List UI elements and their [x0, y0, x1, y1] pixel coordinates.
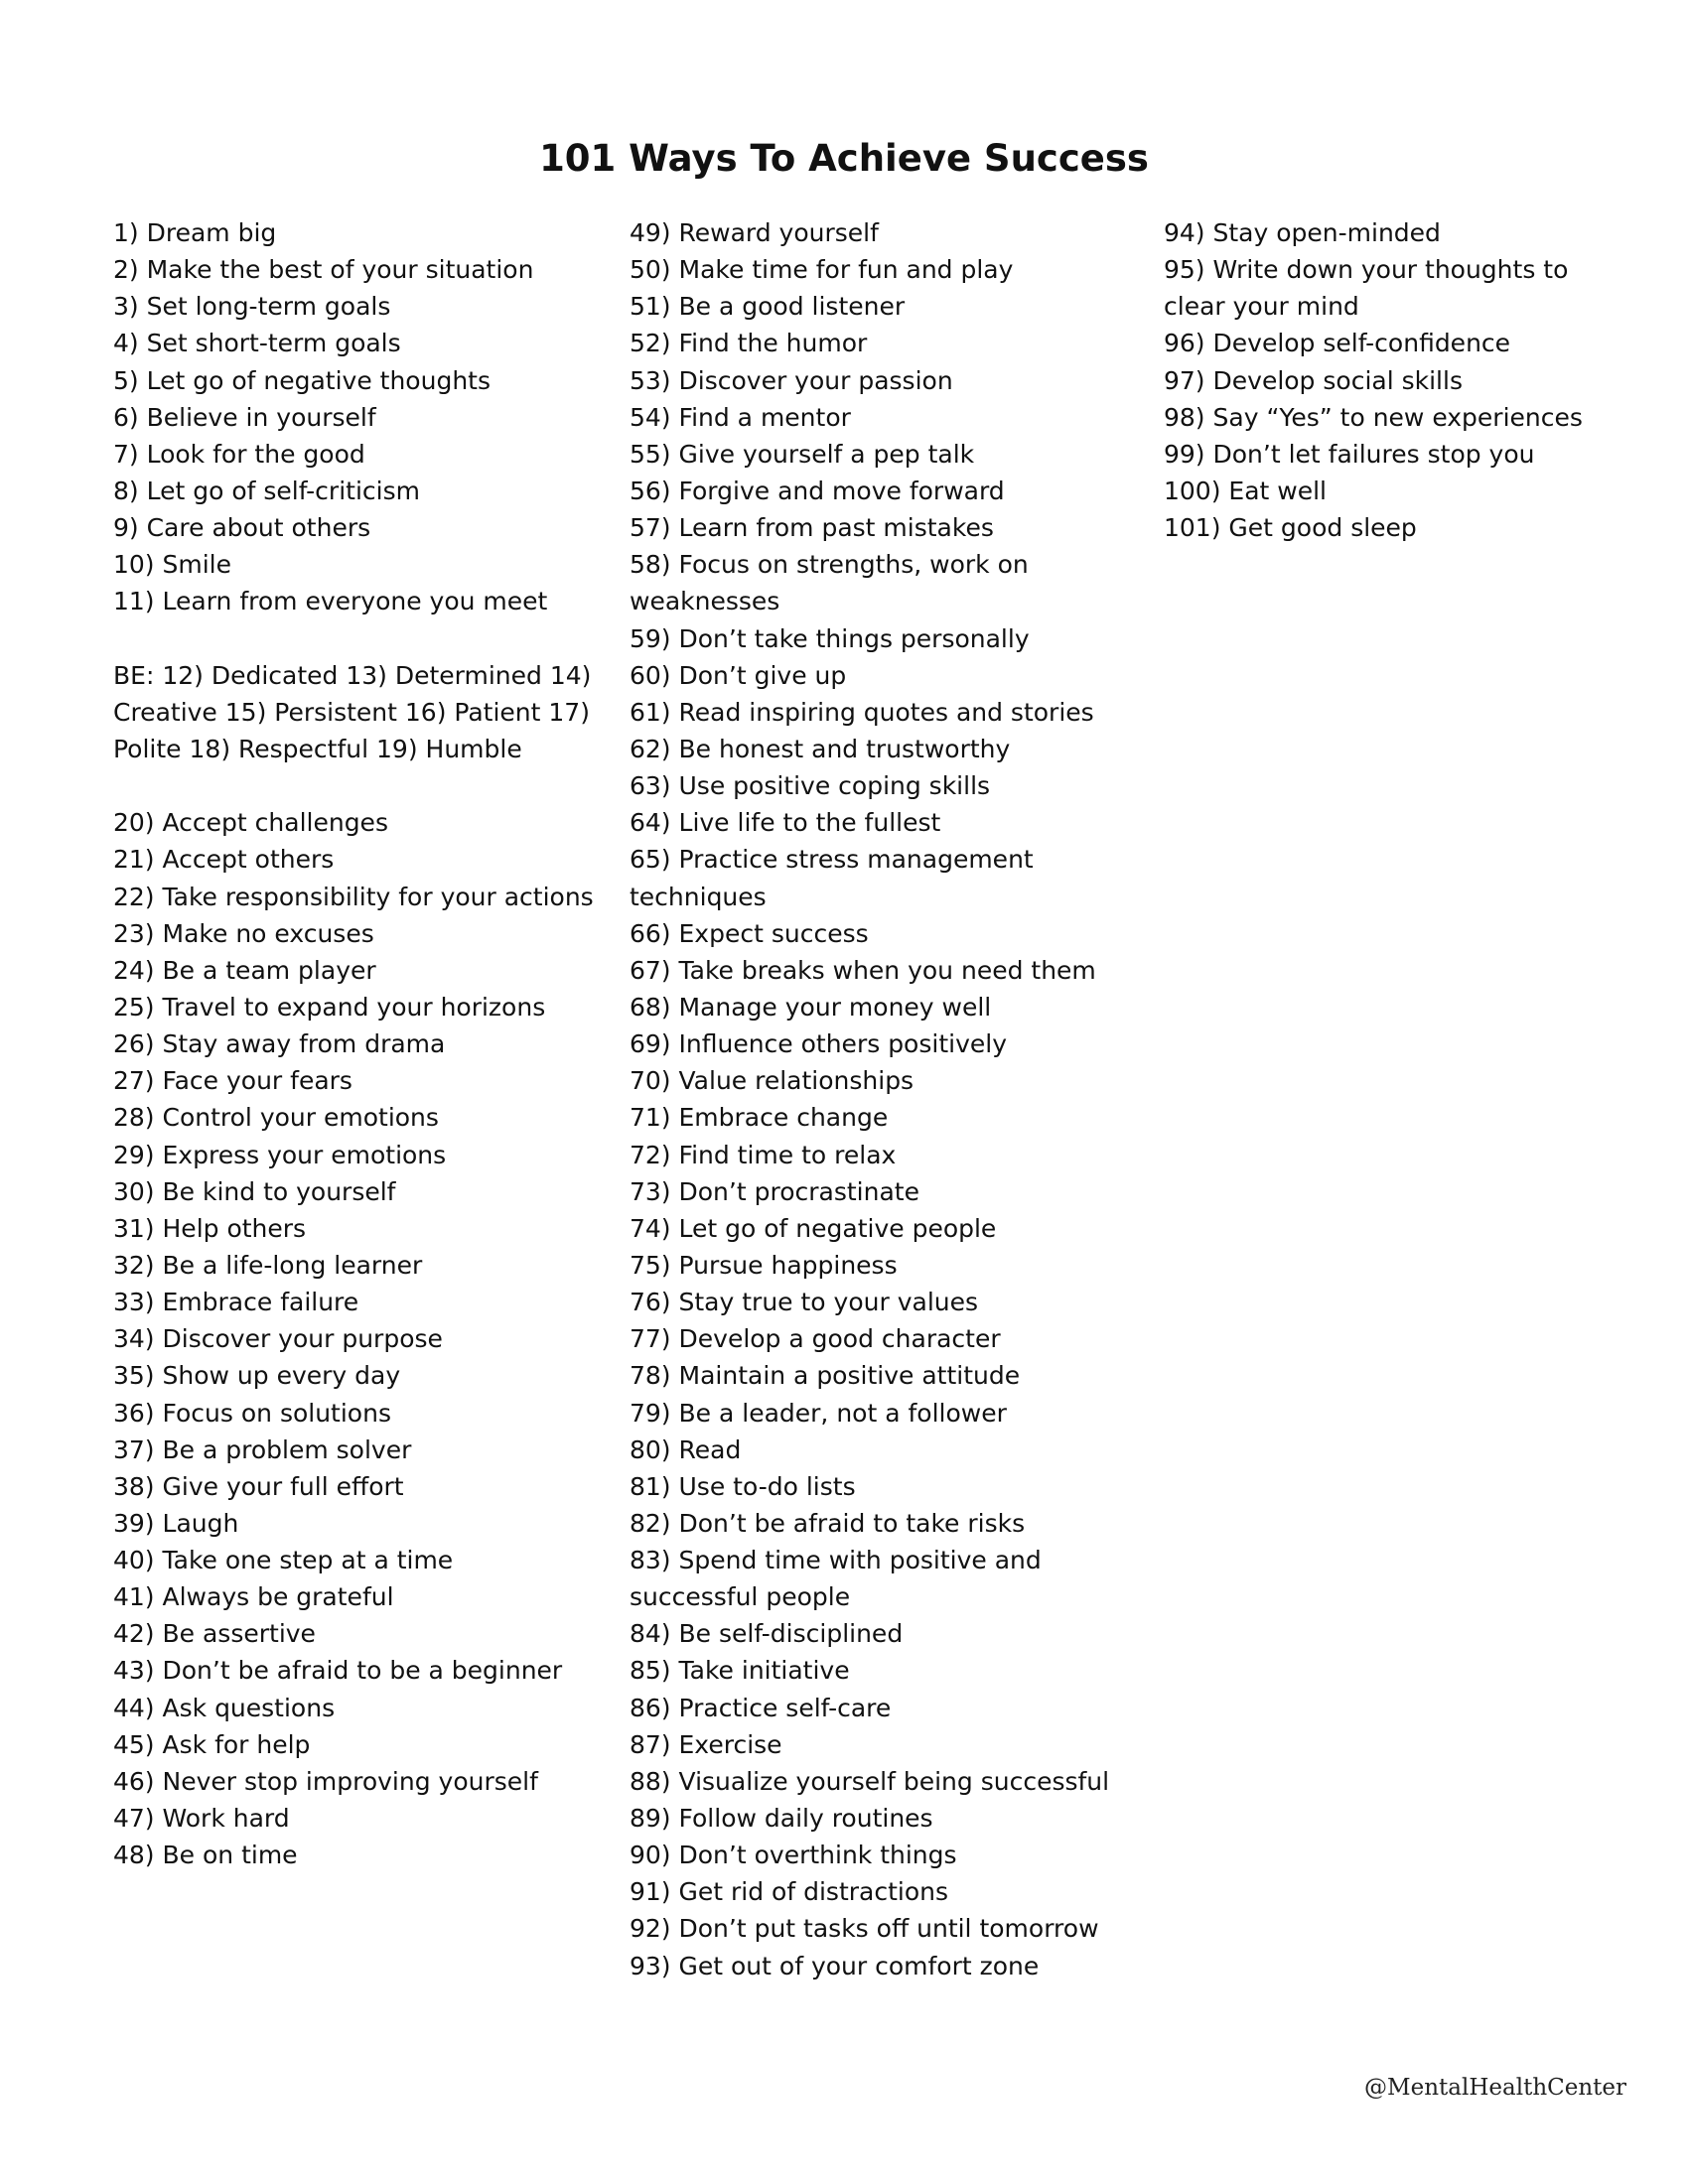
list-item: 74) Let go of negative people	[630, 1213, 997, 1243]
list-item: 40) Take one step at a time	[113, 1546, 454, 1575]
list-item: 86) Practice self-care	[630, 1693, 892, 1722]
list-item: 38) Give your full effort	[113, 1471, 404, 1501]
list-item: 34) Discover your purpose	[113, 1324, 443, 1354]
list-item: 75) Pursue happiness	[630, 1250, 898, 1280]
list-item: 43) Don’t be afraid to be a beginner	[113, 1656, 563, 1686]
list-item: 3) Set long-term goals	[113, 292, 391, 322]
list-item: 81) Use to-do lists	[630, 1471, 856, 1501]
list-item: 93) Get out of your comfort zone	[630, 1951, 1040, 1980]
list-item: 71) Embrace change	[630, 1103, 889, 1133]
list-item: 31) Help others	[113, 1213, 307, 1243]
list-item: 58) Focus on strengths, work on	[630, 550, 1029, 580]
list-item: 23) Make no excuses	[113, 918, 374, 948]
list-item: 36) Focus on solutions	[113, 1398, 391, 1428]
list-column-2	[630, 214, 1110, 1984]
list-item: 77) Develop a good character	[630, 1324, 1001, 1354]
list-item: 82) Don’t be afraid to take risks	[630, 1508, 1026, 1538]
list-item: 61) Read inspiring quotes and stories	[630, 697, 1094, 727]
list-item: clear your mind	[1164, 292, 1359, 322]
list-item: 48) Be on time	[113, 1841, 298, 1870]
list-item: Polite 18) Respectful 19) Humble	[113, 734, 522, 763]
list-item: 63) Use positive coping skills	[630, 771, 991, 801]
list-item: 64) Live life to the fullest	[630, 808, 941, 838]
list-item: 100) Eat well	[1164, 476, 1328, 505]
list-item: 98) Say “Yes” to new experiences	[1164, 402, 1583, 432]
list-item: 25) Travel to expand your horizons	[113, 992, 546, 1022]
list-item: 69) Influence others positively	[630, 1029, 1007, 1059]
list-item: 99) Don’t let failures stop you	[1164, 439, 1535, 469]
list-item: 44) Ask questions	[113, 1693, 336, 1722]
list-item: 76) Stay true to your values	[630, 1288, 979, 1317]
list-item: 39) Laugh	[113, 1508, 239, 1538]
list-item: 59) Don’t take things personally	[630, 623, 1030, 653]
list-item: 72) Find time to relax	[630, 1140, 897, 1169]
list-item: 35) Show up every day	[113, 1361, 401, 1391]
list-item: 22) Take responsibility for your actions	[113, 882, 594, 911]
list-item: 8) Let go of self-criticism	[113, 476, 420, 505]
list-item: 51) Be a good listener	[630, 292, 906, 322]
spacer	[113, 620, 620, 657]
list-item: 9) Care about others	[113, 513, 371, 543]
list-item: 47) Work hard	[113, 1804, 290, 1834]
list-item: 68) Manage your money well	[630, 992, 992, 1022]
page-title: 101 Ways To Achieve Success	[539, 137, 1149, 180]
list-item: 89) Follow daily routines	[630, 1804, 933, 1834]
list-item: 10) Smile	[113, 550, 232, 580]
list-item: 96) Develop self-confidence	[1164, 329, 1511, 358]
list-item: 87) Exercise	[630, 1729, 782, 1759]
list-item: 66) Expect success	[630, 918, 869, 948]
list-item: 65) Practice stress management	[630, 845, 1034, 875]
list-item: successful people	[630, 1582, 851, 1612]
list-item: 91) Get rid of distractions	[630, 1877, 948, 1907]
list-item: 52) Find the humor	[630, 329, 868, 358]
list-item: 73) Don’t procrastinate	[630, 1176, 919, 1206]
list-item: 4) Set short-term goals	[113, 329, 401, 358]
list-item: 60) Don’t give up	[630, 660, 847, 690]
list-item: 32) Be a life-long learner	[113, 1250, 423, 1280]
list-item: 80) Read	[630, 1434, 742, 1464]
list-item: 70) Value relationships	[630, 1066, 914, 1096]
list-item: 97) Develop social skills	[1164, 365, 1463, 395]
list-item: Creative 15) Persistent 16) Patient 17)	[113, 697, 590, 727]
list-item: 21) Accept others	[113, 845, 335, 875]
list-item: 79) Be a leader, not a follower	[630, 1398, 1007, 1428]
list-item: 24) Be a team player	[113, 955, 376, 985]
list-item: 95) Write down your thoughts to	[1164, 255, 1569, 285]
list-item: 84) Be self-disciplined	[630, 1619, 904, 1649]
list-item: 49) Reward yourself	[630, 218, 879, 247]
list-item: weaknesses	[630, 587, 780, 616]
list-item: 53) Discover your passion	[630, 365, 953, 395]
list-item: 26) Stay away from drama	[113, 1029, 446, 1059]
list-item: 29) Express your emotions	[113, 1140, 447, 1169]
list-item: 27) Face your fears	[113, 1066, 352, 1096]
list-item: 55) Give yourself a pep talk	[630, 439, 975, 469]
list-item: 85) Take initiative	[630, 1656, 850, 1686]
list-item: 54) Find a mentor	[630, 402, 851, 432]
list-item: 46) Never stop improving yourself	[113, 1766, 538, 1796]
list-item: 56) Forgive and move forward	[630, 476, 1005, 505]
list-item: 88) Visualize yourself being successful	[630, 1766, 1110, 1796]
list-item: 2) Make the best of your situation	[113, 255, 534, 285]
list-item: 67) Take breaks when you need them	[630, 955, 1096, 985]
list-item: 62) Be honest and trustworthy	[630, 734, 1011, 763]
list-item: 42) Be assertive	[113, 1619, 316, 1649]
footer-credit: @MentalHealthCenter	[1364, 2075, 1626, 2101]
list-item: 101) Get good sleep	[1164, 513, 1417, 543]
list-column-3	[1164, 214, 1601, 546]
list-item: 6) Believe in yourself	[113, 402, 376, 432]
spacer	[113, 767, 620, 804]
list-item: 45) Ask for help	[113, 1729, 311, 1759]
list-item: 78) Maintain a positive attitude	[630, 1361, 1021, 1391]
list-item: 7) Look for the good	[113, 439, 365, 469]
list-item: 28) Control your emotions	[113, 1103, 439, 1133]
list-item: 30) Be kind to yourself	[113, 1176, 396, 1206]
list-item: 37) Be a problem solver	[113, 1434, 412, 1464]
list-column-1	[113, 214, 620, 1873]
list-item: 94) Stay open-minded	[1164, 218, 1441, 247]
list-item: 50) Make time for fun and play	[630, 255, 1014, 285]
list-item: 41) Always be grateful	[113, 1582, 394, 1612]
list-item: BE: 12) Dedicated 13) Determined 14)	[113, 660, 592, 690]
list-item: techniques	[630, 882, 767, 911]
list-item: 57) Learn from past mistakes	[630, 513, 994, 543]
list-item: 11) Learn from everyone you meet	[113, 587, 548, 616]
list-item: 90) Don’t overthink things	[630, 1841, 957, 1870]
list-item: 5) Let go of negative thoughts	[113, 365, 491, 395]
list-item: 1) Dream big	[113, 218, 277, 247]
list-item: 92) Don’t put tasks off until tomorrow	[630, 1914, 1099, 1944]
list-item: 33) Embrace failure	[113, 1288, 359, 1317]
list-item: 20) Accept challenges	[113, 808, 388, 838]
list-item: 83) Spend time with positive and	[630, 1546, 1042, 1575]
